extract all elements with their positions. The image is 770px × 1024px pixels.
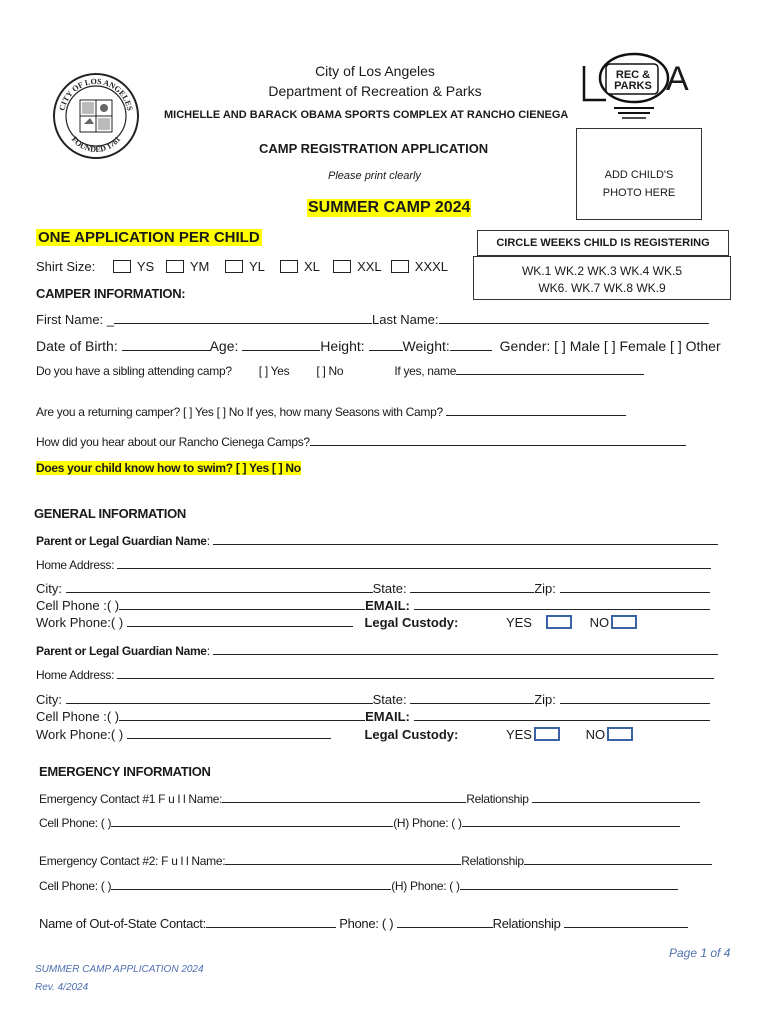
hear-field[interactable] xyxy=(310,434,686,446)
general-heading: GENERAL INFORMATION xyxy=(34,506,186,521)
contact2-hphone-label: (H) Phone: ( ) xyxy=(391,879,460,893)
sibling-name-field[interactable] xyxy=(456,363,644,375)
work1-row xyxy=(36,615,637,630)
out-of-state-field[interactable] xyxy=(206,916,336,928)
contact1-label: Emergency Contact #1 F u l l Name: xyxy=(39,792,223,806)
shirt-xxl-label: XXL xyxy=(357,259,382,274)
shirt-yl-checkbox[interactable] xyxy=(225,260,243,273)
contact1-cell-field[interactable] xyxy=(111,815,393,827)
address1-row xyxy=(36,557,711,572)
guardian1-row: Parent or Legal Guardian Name: xyxy=(36,533,718,548)
height-label: Height: xyxy=(320,338,365,354)
zip2-field[interactable] xyxy=(560,692,710,704)
one-application-banner: ONE APPLICATION PER CHILD xyxy=(38,229,260,246)
header-complex: MICHELLE AND BARACK OBAMA SPORTS COMPLEX AT RANCHO CIENEGA xyxy=(164,109,569,121)
swim-question[interactable]: Does your child know how to swim? [ ] Yes [ ] No xyxy=(36,461,301,475)
photo-box-line1: ADD CHILD'S xyxy=(604,169,674,181)
sibling-no[interactable]: [ ] No xyxy=(316,364,344,378)
seasons-field[interactable] xyxy=(446,404,626,416)
state2-field[interactable] xyxy=(410,692,534,704)
contact2-row xyxy=(39,853,712,868)
footer-revision: Rev. 4/2024 xyxy=(35,982,89,993)
city1-label: City: xyxy=(36,581,62,596)
rec-parks-logo xyxy=(580,52,700,122)
weeks-box[interactable] xyxy=(473,256,731,300)
weeks-heading: CIRCLE WEEKS CHILD IS REGISTERING xyxy=(496,237,710,249)
shirt-xl-checkbox[interactable] xyxy=(280,260,298,273)
last-name-field[interactable] xyxy=(439,312,709,324)
guardian1-field[interactable] xyxy=(213,533,718,545)
address1-label: Home Address: xyxy=(36,558,115,572)
sibling-row xyxy=(36,363,644,378)
svg-text:FOUNDED 1781: FOUNDED 1781 xyxy=(69,134,123,155)
dob-row xyxy=(36,338,721,354)
work2-field[interactable] xyxy=(127,727,331,739)
contact2-field[interactable] xyxy=(225,853,461,865)
photo-box[interactable] xyxy=(576,128,702,220)
shirt-xxxl-label: XXXL xyxy=(414,259,449,274)
out-of-state-label: Name of Out-of-State Contact: xyxy=(39,916,206,931)
address2-label: Home Address: xyxy=(36,668,115,682)
emergency-heading: EMERGENCY INFORMATION xyxy=(39,764,211,779)
zip1-label: Zip: xyxy=(534,581,556,596)
gender-options[interactable]: Gender: [ ] Male [ ] Female [ ] Other xyxy=(499,338,721,354)
hear-row xyxy=(36,434,686,449)
city1-row xyxy=(36,581,710,596)
city1-field[interactable] xyxy=(66,581,373,593)
sibling-label: Do you have a sibling attending camp? xyxy=(36,364,232,378)
guardian1-label: Parent or Legal Guardian Name xyxy=(36,534,207,548)
contact2-relationship-field[interactable] xyxy=(524,853,712,865)
header-department: Department of Recreation & Parks xyxy=(268,83,482,99)
shirt-size-row xyxy=(36,259,448,274)
shirt-ys-checkbox[interactable] xyxy=(113,260,131,273)
custody1-yes-label: YES xyxy=(505,615,532,630)
weeks-heading-box xyxy=(477,230,729,256)
dob-field[interactable] xyxy=(122,339,210,351)
custody1-label: Legal Custody: xyxy=(364,615,459,630)
custody1-no-label: NO xyxy=(589,615,610,630)
cell2-field[interactable] xyxy=(119,709,365,721)
custody1-yes-checkbox[interactable] xyxy=(546,615,572,629)
weeks-row2: WK6. WK.7 WK.8 WK.9 xyxy=(538,281,666,295)
shirt-yl-label: YL xyxy=(248,259,265,274)
custody2-yes-checkbox[interactable] xyxy=(534,727,560,741)
weeks-row1: WK.1 WK.2 WK.3 WK.4 WK.5 xyxy=(521,264,683,278)
sibling-yes[interactable]: [ ] Yes xyxy=(258,364,290,378)
contact2-phone-row xyxy=(39,878,678,893)
zip2-label: Zip: xyxy=(534,692,556,707)
contact2-cell-label: Cell Phone: ( ) xyxy=(39,879,112,893)
address2-field[interactable] xyxy=(117,667,714,679)
email1-field[interactable] xyxy=(414,598,710,610)
age-label: Age: xyxy=(209,338,239,354)
logo-letter: A xyxy=(666,60,689,98)
custody2-label: Legal Custody: xyxy=(364,727,459,742)
state1-field[interactable] xyxy=(410,581,534,593)
guardian2-label: Parent or Legal Guardian Name xyxy=(36,644,207,658)
contact2-hphone-field[interactable] xyxy=(460,878,678,890)
state2-label: State: xyxy=(372,692,407,707)
address2-row xyxy=(36,667,714,682)
email1-label: EMAIL: xyxy=(365,598,410,613)
work2-row xyxy=(36,727,633,742)
custody2-no-label: NO xyxy=(585,727,606,742)
work2-label: Work Phone:( ) xyxy=(36,727,124,742)
first-name-field[interactable] xyxy=(114,312,372,324)
dob-label: Date of Birth: xyxy=(36,338,118,354)
hear-label: How did you hear about our Rancho Cienega Camps? xyxy=(36,435,310,449)
city2-row xyxy=(36,692,710,707)
guardian2-row: Parent or Legal Guardian Name: xyxy=(36,643,718,658)
sibling-if-yes-label: If yes, name xyxy=(394,364,457,378)
guardian2-field[interactable] xyxy=(213,643,718,655)
returning-label[interactable]: Are you a returning camper? [ ] Yes [ ] No If yes, how many Seasons with Camp? xyxy=(36,405,443,419)
shirt-ym-checkbox[interactable] xyxy=(166,260,184,273)
logo-line2: PARKS xyxy=(614,80,652,92)
email2-label: EMAIL: xyxy=(365,709,410,724)
cell1-label: Cell Phone :( ) xyxy=(36,598,120,613)
work1-label: Work Phone:( ) xyxy=(36,615,124,630)
contact1-row xyxy=(39,791,700,806)
last-name-label: Last Name: xyxy=(372,312,439,327)
contact2-relationship-label: Relationship xyxy=(461,854,524,868)
first-name-label: First Name: _ xyxy=(36,312,115,327)
returning-row xyxy=(36,404,626,419)
out-of-state-relationship-label: Relationship xyxy=(492,916,561,931)
out-of-state-phone-label: Phone: ( ) xyxy=(339,916,394,931)
footer-app-name: SUMMER CAMP APPLICATION 2024 xyxy=(35,964,204,975)
height-field[interactable] xyxy=(369,339,403,351)
contact1-field[interactable] xyxy=(222,791,466,803)
weight-field[interactable] xyxy=(450,339,492,351)
cell2-label: Cell Phone :( ) xyxy=(36,709,120,724)
shirt-xxxl-checkbox[interactable] xyxy=(391,260,409,273)
first-name-row xyxy=(36,312,709,327)
state1-label: State: xyxy=(372,581,407,596)
svg-text:CITY OF LOS ANGELES: CITY OF LOS ANGELES xyxy=(57,76,135,112)
contact1-hphone-label: (H) Phone: ( ) xyxy=(393,816,462,830)
out-of-state-row xyxy=(39,916,688,931)
form-title: CAMP REGISTRATION APPLICATION xyxy=(259,141,489,156)
shirt-ys-label: YS xyxy=(136,259,155,274)
custody2-yes-label: YES xyxy=(505,727,532,742)
email2-field[interactable] xyxy=(414,709,710,721)
page-number: Page 1 of 4 xyxy=(669,946,731,960)
contact1-relationship-field[interactable] xyxy=(532,791,700,803)
photo-box-line2: PHOTO HERE xyxy=(602,187,676,199)
zip1-field[interactable] xyxy=(560,581,710,593)
cell1-row xyxy=(36,598,710,613)
summer-camp-title: SUMMER CAMP 2024 xyxy=(308,199,471,216)
work1-field[interactable] xyxy=(127,615,353,627)
camper-heading: CAMPER INFORMATION: xyxy=(36,286,186,301)
weight-label: Weight: xyxy=(402,338,450,354)
city2-label: City: xyxy=(36,692,62,707)
cell2-row xyxy=(36,709,710,724)
contact1-cell-label: Cell Phone: ( ) xyxy=(39,816,112,830)
header-city: City of Los Angeles xyxy=(315,63,435,79)
out-of-state-phone-field[interactable] xyxy=(397,916,493,928)
contact1-phone-row xyxy=(39,815,680,830)
age-field[interactable] xyxy=(242,339,320,351)
contact2-cell-field[interactable] xyxy=(111,878,391,890)
contact1-hphone-field[interactable] xyxy=(462,815,680,827)
custody2-no-checkbox[interactable] xyxy=(607,727,633,741)
contact2-label: Emergency Contact #2: F u l l Name: xyxy=(39,854,226,868)
custody1-no-checkbox[interactable] xyxy=(611,615,637,629)
logo-line1: REC & xyxy=(615,69,651,81)
print-clearly: Please print clearly xyxy=(328,170,421,182)
shirt-size-label: Shirt Size: xyxy=(36,259,96,274)
contact1-relationship-label: Relationship xyxy=(466,792,529,806)
shirt-xl-label: XL xyxy=(304,259,320,274)
out-of-state-relationship-field[interactable] xyxy=(564,916,688,928)
city2-field[interactable] xyxy=(66,692,373,704)
cell1-field[interactable] xyxy=(119,598,365,610)
shirt-ym-label: YM xyxy=(189,259,210,274)
address1-field[interactable] xyxy=(117,557,711,569)
shirt-xxl-checkbox[interactable] xyxy=(333,260,351,273)
